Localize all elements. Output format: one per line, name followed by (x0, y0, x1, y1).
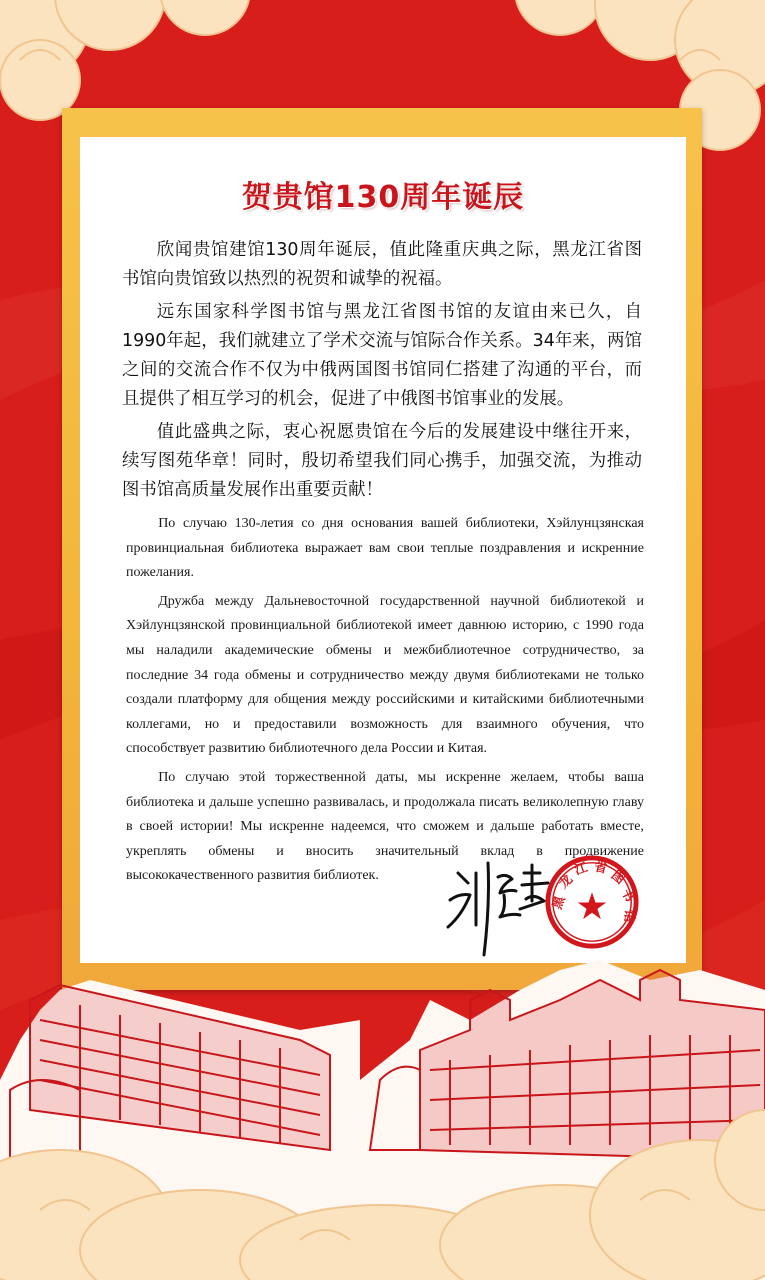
russian-paragraph-2: Дружба между Дальневосточной государственной научной библиотекой и Хэйлунцзянской провинциальной библиотекой имеет давнюю историю, с 1990 года мы наладили академические обмены и межбиблиотечное сотрудничество, за последние 34 года обмены и сотрудничество между двумя библиотеками не только создали платформу для общения между российскими и китайскими библиотечными коллегами, но и предоставили возможность для взаимного обучения, что способствует развитию библиотечного дела России и Китая. (126, 593, 644, 757)
russian-paragraph-1: По случаю 130-летия со дня основания вашей библиотеки, Хэйлунцзянская провинциальная библиотека выражает вам свои теплые поздравления и искренние пожелания. (126, 516, 644, 581)
russian-paragraph-3: По случаю этой торжественной даты, мы искренне желаем, чтобы ваша библиотека и дальше успешно развивалась, и продолжала писать великолепную главу в своей истории! Мы искренне надеемся, что сможем и дальше работать вместе, укреплять обмены и вносить значительный вклад в продвижение высококачественного развития библиотек. (126, 769, 644, 884)
svg-text:馆: 馆 (620, 909, 637, 924)
chinese-letter-body (122, 236, 642, 509)
svg-text:省: 省 (592, 859, 609, 877)
letter-title: 贺贵馆130周年诞辰 (241, 180, 525, 215)
handwritten-signature (440, 855, 560, 965)
chinese-paragraph-1: 欣闻贵馆建馆130周年诞辰，值此隆重庆典之际，黑龙江省图书馆向贵馆致以热烈的祝贺和诚挚的祝福。 (122, 240, 642, 289)
library-seal (543, 853, 641, 951)
library-buildings-illustration (0, 960, 765, 1280)
svg-text:江: 江 (572, 860, 590, 879)
chinese-paragraph-2: 远东国家科学图书馆与黑龙江省图书馆的友谊由来已久，自1990年起，我们就建立了学术交流与馆际合作关系。34年来，两馆之间的交流合作不仅为中俄两国图书馆同仁搭建了沟通的平台，而且提供了相互学习的机会，促进了中俄图书馆事业的发展。 (122, 302, 642, 409)
svg-text:黑: 黑 (550, 894, 569, 912)
svg-text:书: 书 (618, 886, 638, 905)
russian-letter-body (126, 512, 644, 893)
chinese-paragraph-3: 值此盛典之际，衷心祝愿贵馆在今后的发展建设中继往开来，续写图苑华章！同时，殷切希望我们同心携手，加强交流，为推动图书馆高质量发展作出重要贡献！ (122, 422, 642, 500)
svg-text:龙: 龙 (556, 872, 576, 892)
svg-text:图: 图 (608, 867, 628, 888)
